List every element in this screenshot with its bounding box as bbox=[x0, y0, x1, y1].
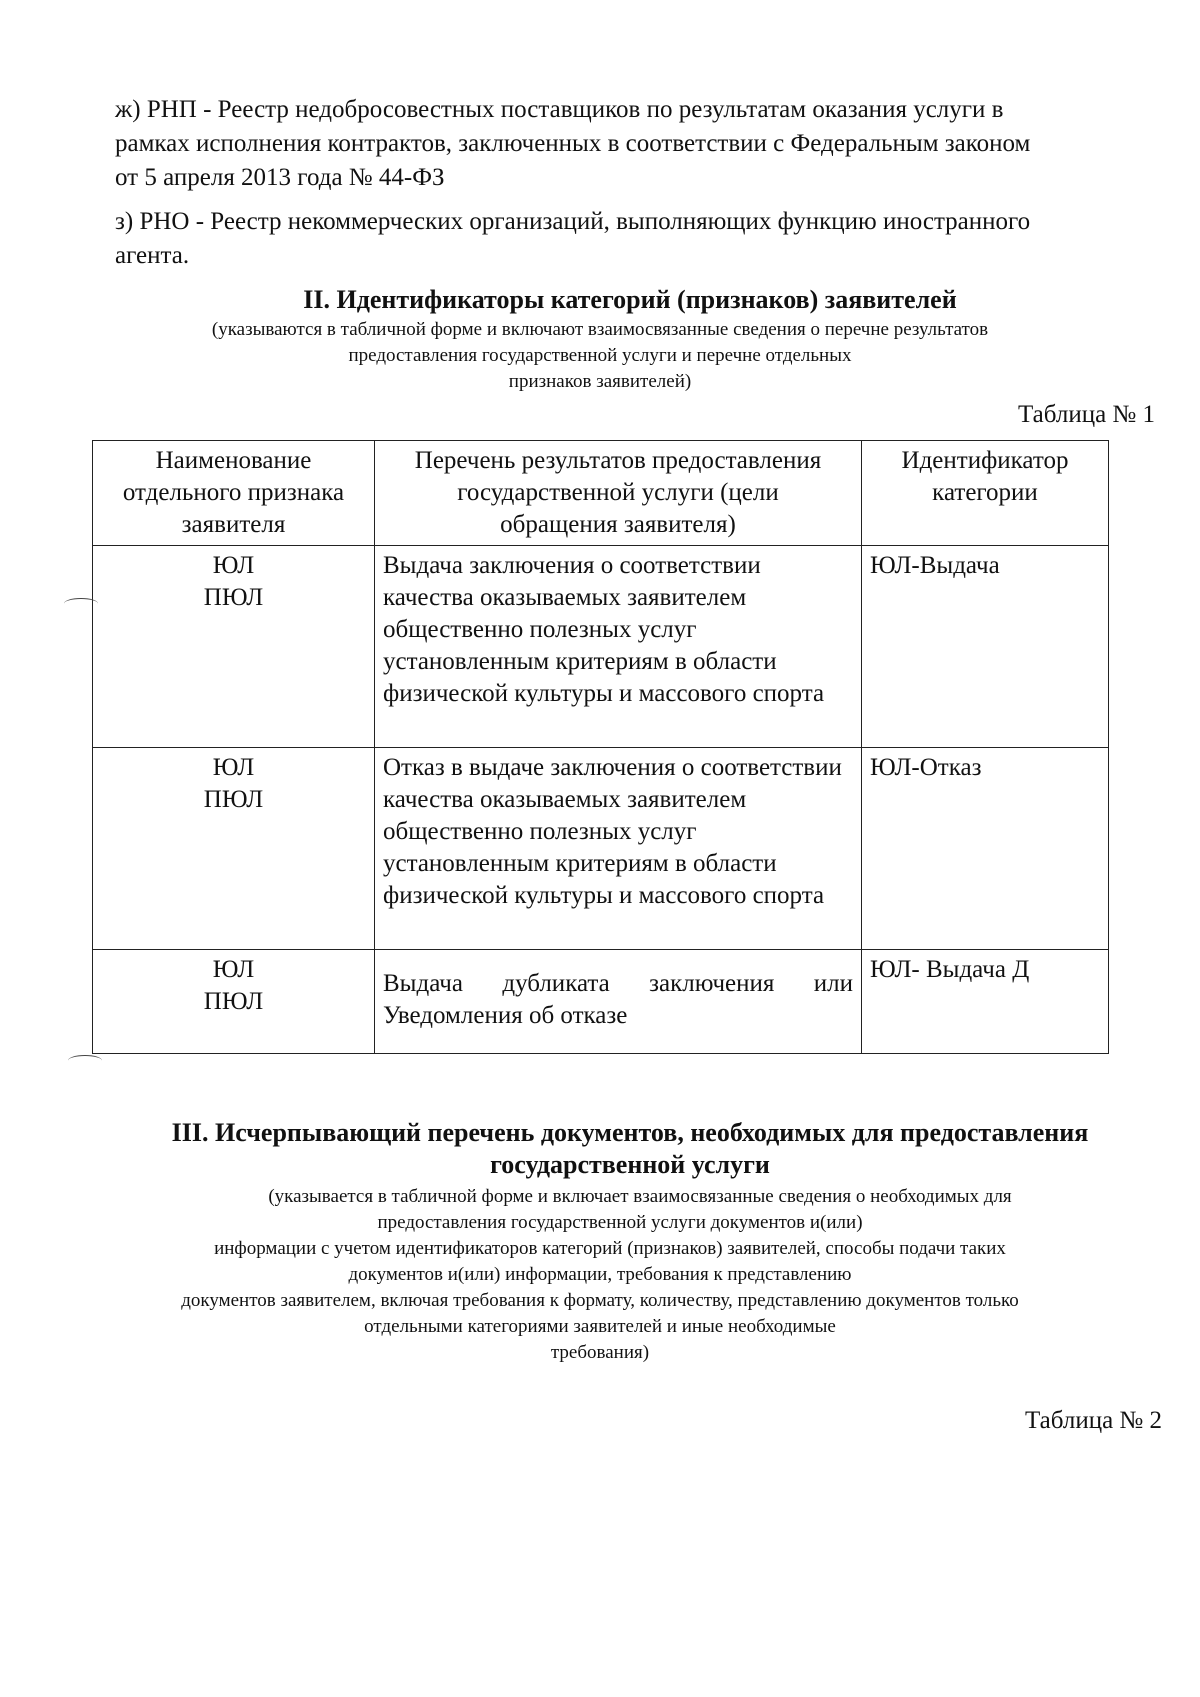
cell-result: Выдача заключения о соответствии качества оказываемых заявителем общественно полезных услуг установленным критериям в области физической культуры и массового спорта bbox=[375, 546, 862, 748]
table-header-row bbox=[93, 441, 1109, 546]
header-name: Наименование отдельного признака заявителя bbox=[93, 441, 375, 546]
section3-title-line: III. Исчерпывающий перечень документов, необходимых для предоставления bbox=[171, 1118, 1089, 1147]
table-row bbox=[93, 950, 1109, 1054]
cell-identifier: ЮЛ-Выдача bbox=[862, 546, 1109, 748]
table1-label: Таблица № 1 bbox=[1018, 401, 1156, 428]
cell-names: ЮЛ ПЮЛ bbox=[93, 950, 375, 1054]
result-line: Выдача дубликата заключения или bbox=[383, 970, 853, 997]
item-z-line: з) РНО - Реестр некоммерческих организаций, выполняющих функцию иностранного bbox=[115, 208, 1031, 235]
item-zh bbox=[115, 93, 1165, 195]
section3-title bbox=[30, 1117, 1200, 1181]
subtitle-line: отдельными категориями заявителей и иные необходимые bbox=[364, 1316, 836, 1337]
item-zh-line: ж) РНП - Реестр недобросовестных поставщиков по результатам оказания услуги в bbox=[115, 96, 1004, 123]
subtitle-line: предоставления государственной услуги и перечне отдельных bbox=[348, 345, 852, 366]
header-identifier: Идентификатор категории bbox=[862, 441, 1109, 546]
item-zh-line: от 5 апреля 2013 года № 44-ФЗ bbox=[115, 164, 445, 191]
cell-identifier: ЮЛ- Выдача Д bbox=[862, 950, 1109, 1054]
categories-table bbox=[92, 440, 1109, 1054]
subtitle-line: (указываются в табличной форме и включают взаимосвязанные сведения о перечне результатов bbox=[211, 319, 989, 340]
cell-names: ЮЛ ПЮЛ bbox=[93, 748, 375, 950]
subtitle-line: предоставления государственной услуги документов и(или) bbox=[377, 1212, 863, 1233]
table-row bbox=[93, 748, 1109, 950]
cell-result: Отказ в выдаче заключения о соответствии качества оказываемых заявителем общественно полезных услуг установленным критериям в области физической культуры и массового спорта bbox=[375, 748, 862, 950]
cell-identifier: ЮЛ-Отказ bbox=[862, 748, 1109, 950]
subtitle-line: информации с учетом идентификаторов категорий (признаков) заявителей, способы подачи таких bbox=[214, 1238, 1006, 1259]
result-line: Уведомления об отказе bbox=[383, 1002, 628, 1029]
header-result: Перечень результатов предоставления государственной услуги (цели обращения заявителя) bbox=[375, 441, 862, 546]
section3-subtitle bbox=[0, 1184, 1200, 1366]
subtitle-line: (указывается в табличной форме и включает взаимосвязанные сведения о необходимых для bbox=[268, 1186, 1012, 1207]
subtitle-line: документов и(или) информации, требования к представлению bbox=[348, 1264, 852, 1285]
table2-label: Таблица № 2 bbox=[1025, 1407, 1163, 1434]
subtitle-line: требования) bbox=[550, 1342, 650, 1363]
section2-subtitle bbox=[0, 317, 1200, 395]
item-z-line: агента. bbox=[115, 242, 190, 269]
item-z bbox=[115, 205, 1165, 273]
section3-title-line: государственной услуги bbox=[490, 1150, 770, 1179]
subtitle-line: признаков заявителей) bbox=[508, 371, 692, 392]
cell-result bbox=[375, 950, 862, 1054]
cell-names: ЮЛ ПЮЛ bbox=[93, 546, 375, 748]
scan-mark bbox=[68, 1055, 102, 1066]
item-zh-line: рамках исполнения контрактов, заключенных в соответствии с Федеральным законом bbox=[115, 130, 1031, 157]
scan-mark bbox=[64, 598, 98, 609]
section2-title: II. Идентификаторы категорий (признаков) заявителей bbox=[303, 285, 957, 314]
table-row bbox=[93, 546, 1109, 748]
subtitle-line: документов заявителем, включая требования к формату, количеству, представлению документов только bbox=[181, 1290, 1019, 1311]
